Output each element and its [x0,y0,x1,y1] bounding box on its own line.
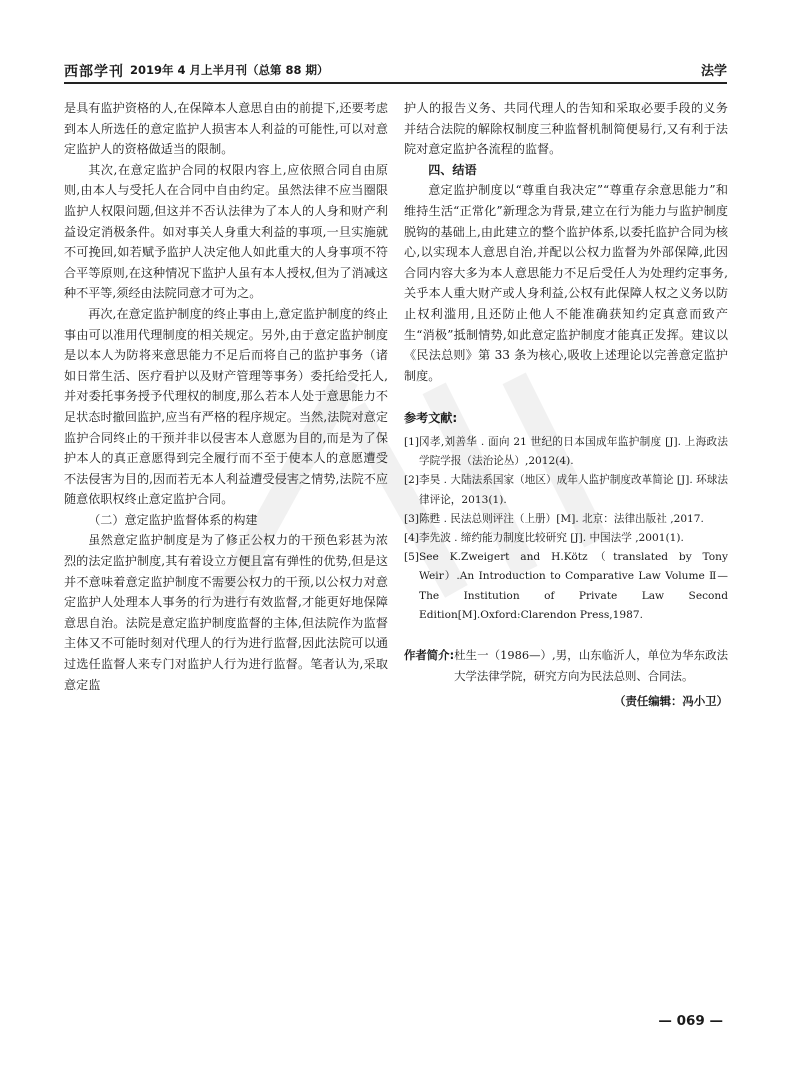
editor-credit: （责任编辑：冯小卫） [614,693,728,708]
left-column [64,98,388,695]
reference-number: [4] [404,531,420,544]
paragraph: 虽然意定监护制度是为了修正公权力的干预色彩甚为浓烈的法定监护制度,其有着设立方便且富有弹性的优势,但是这并不意味着意定监护制度不需要公权力的干预,以公权力对意定监护人处理本人事务的行为进行有效监督,才能更好地保障意思自治。法院是意定监护制度监督的主体,但法院作为监督主体又不可能时刻对代理人的行为进行监督,因此法院可以通过选任监督人来专门对监护人行为进行监督。笔者认为,采取意定监 [64,533,388,692]
paragraph: 其次,在意定监护合同的权限内容上,应依照合同自由原则,由本人与受托人在合同中自由约定。虽然法律不应当圈限监护人权限问题,但这并不否认法律为了本人的人身和财产利益设定消极条件。如对事关人身重大利益的事项,一旦实施就不可挽回,如若赋予监护人决定他人如此重大的人身事项不符合平等原则,在这种情况下监护人虽有本人授权,但为了消减这种不平等,须经由法院同意才可为之。 [64,162,388,301]
reference-number: [1] [404,435,420,448]
references-title: 参考文献: [404,411,458,426]
issue-info: 2019年 4 月上半月刊（总第 88 期） [130,63,329,77]
paragraph: 是具有监护资格的人,在保障本人意思自由的前提下,还要考虑到本人所选任的意定监护人损害本人利益的可能性,可以对意定监护人的资格做适当的限制。 [64,101,388,157]
subsection-heading: （二）意定监护监督体系的构建 [88,512,258,527]
author-text: 杜生一（1986—）,男，山东临沂人，单位为华东政法大学法律学院，研究方向为民法总则、合同法。 [454,647,728,683]
author-label: 作者简介: [404,647,455,662]
reference-number: [2] [404,474,420,487]
references-list [404,433,728,625]
reference-text: 冈孝,刘善华 . 面向 21 世纪的日本国成年监护制度 [J]. 上海政法学院学报（法治论丛）,2012(4). [419,435,728,468]
right-column [404,98,728,712]
reference-text: See K.Zweigert and H.Kötz（translated by Tony Weir）.An Introduction to Comparative Law Volume Ⅱ—The Institution of Private Law Second Edition[M].Oxford:Clarendon Press,1987. [419,551,728,621]
section-name: 法学 [700,64,727,79]
header-rule [64,82,727,84]
reference-text: 陈甦 . 民法总则评注（上册）[M]. 北京：法律出版社 ,2017. [419,512,704,525]
paragraph: 意定监护制度以“尊重自我决定”“尊重存余意思能力”和维持生活“正常化”新理念为背景,建立在行为能力与监护制度脱钩的基础上,由此建立的整个监护体系,以委托监护合同为核心,以实现本人意思自治,并配以公权力监督为外部保障,此因合同内容大多为本人意思能力不足后受任人为处理约定事务,关乎本人重大财产或人身利益,公权有此保障人权之义务以防止权利滥用,且还防止他人不能准确获知约定真意而致产生“消极”抵制情势,如此意定监护制度才能真正发挥。建议以《民法总则》第 33 条为核心,吸收上述理论以完善意定监护制度。 [404,183,728,383]
author-bio [404,645,728,687]
section-heading: 四、结语 [428,162,477,177]
reference-text: 李先波 . 缔约能力制度比较研究 [J]. 中国法学 ,2001(1). [419,531,684,544]
page-number: — 069 — [658,1013,723,1029]
reference-number: [3] [404,512,420,525]
reference-text: 李昊 . 大陆法系国家（地区）成年人监护制度改革简论 [J]. 环球法律评论，2013(1). [419,474,728,506]
reference-item [404,529,728,548]
reference-item [404,548,728,625]
journal-logo: 西部学刊 [64,64,124,80]
page-header [64,58,727,84]
reference-item [404,510,728,529]
reference-item [404,433,728,471]
reference-item [404,471,728,509]
paragraph: 再次,在意定监护制度的终止事由上,意定监护制度的终止事由可以准用代理制度的相关规定。另外,由于意定监护制度是以本人为防将来意思能力不足后而将自己的监护事务（诸如日常生活、医疗看护以及财产管理等事务）委托给受托人,并对委托事务授予代理权的制度,那么若本人处于意思能力不足状态时撤回监护,应当有严格的程序规定。当然,法院对意定监护合同终止的干预并非以侵害本人意愿为目的,而是为了保护本人的真正意愿得到完全履行而不至于使本人的意愿遭受不法侵害为目的,因而若无本人利益遭受侵害之情势,法院不应随意依职权终止意定监护合同。 [64,306,388,507]
paragraph: 护人的报告义务、共同代理人的告知和采取必要手段的义务并结合法院的解除权制度三种监督机制简便易行,又有利于法院对意定监护各流程的监督。 [404,101,728,157]
reference-number: [5] [404,551,420,564]
